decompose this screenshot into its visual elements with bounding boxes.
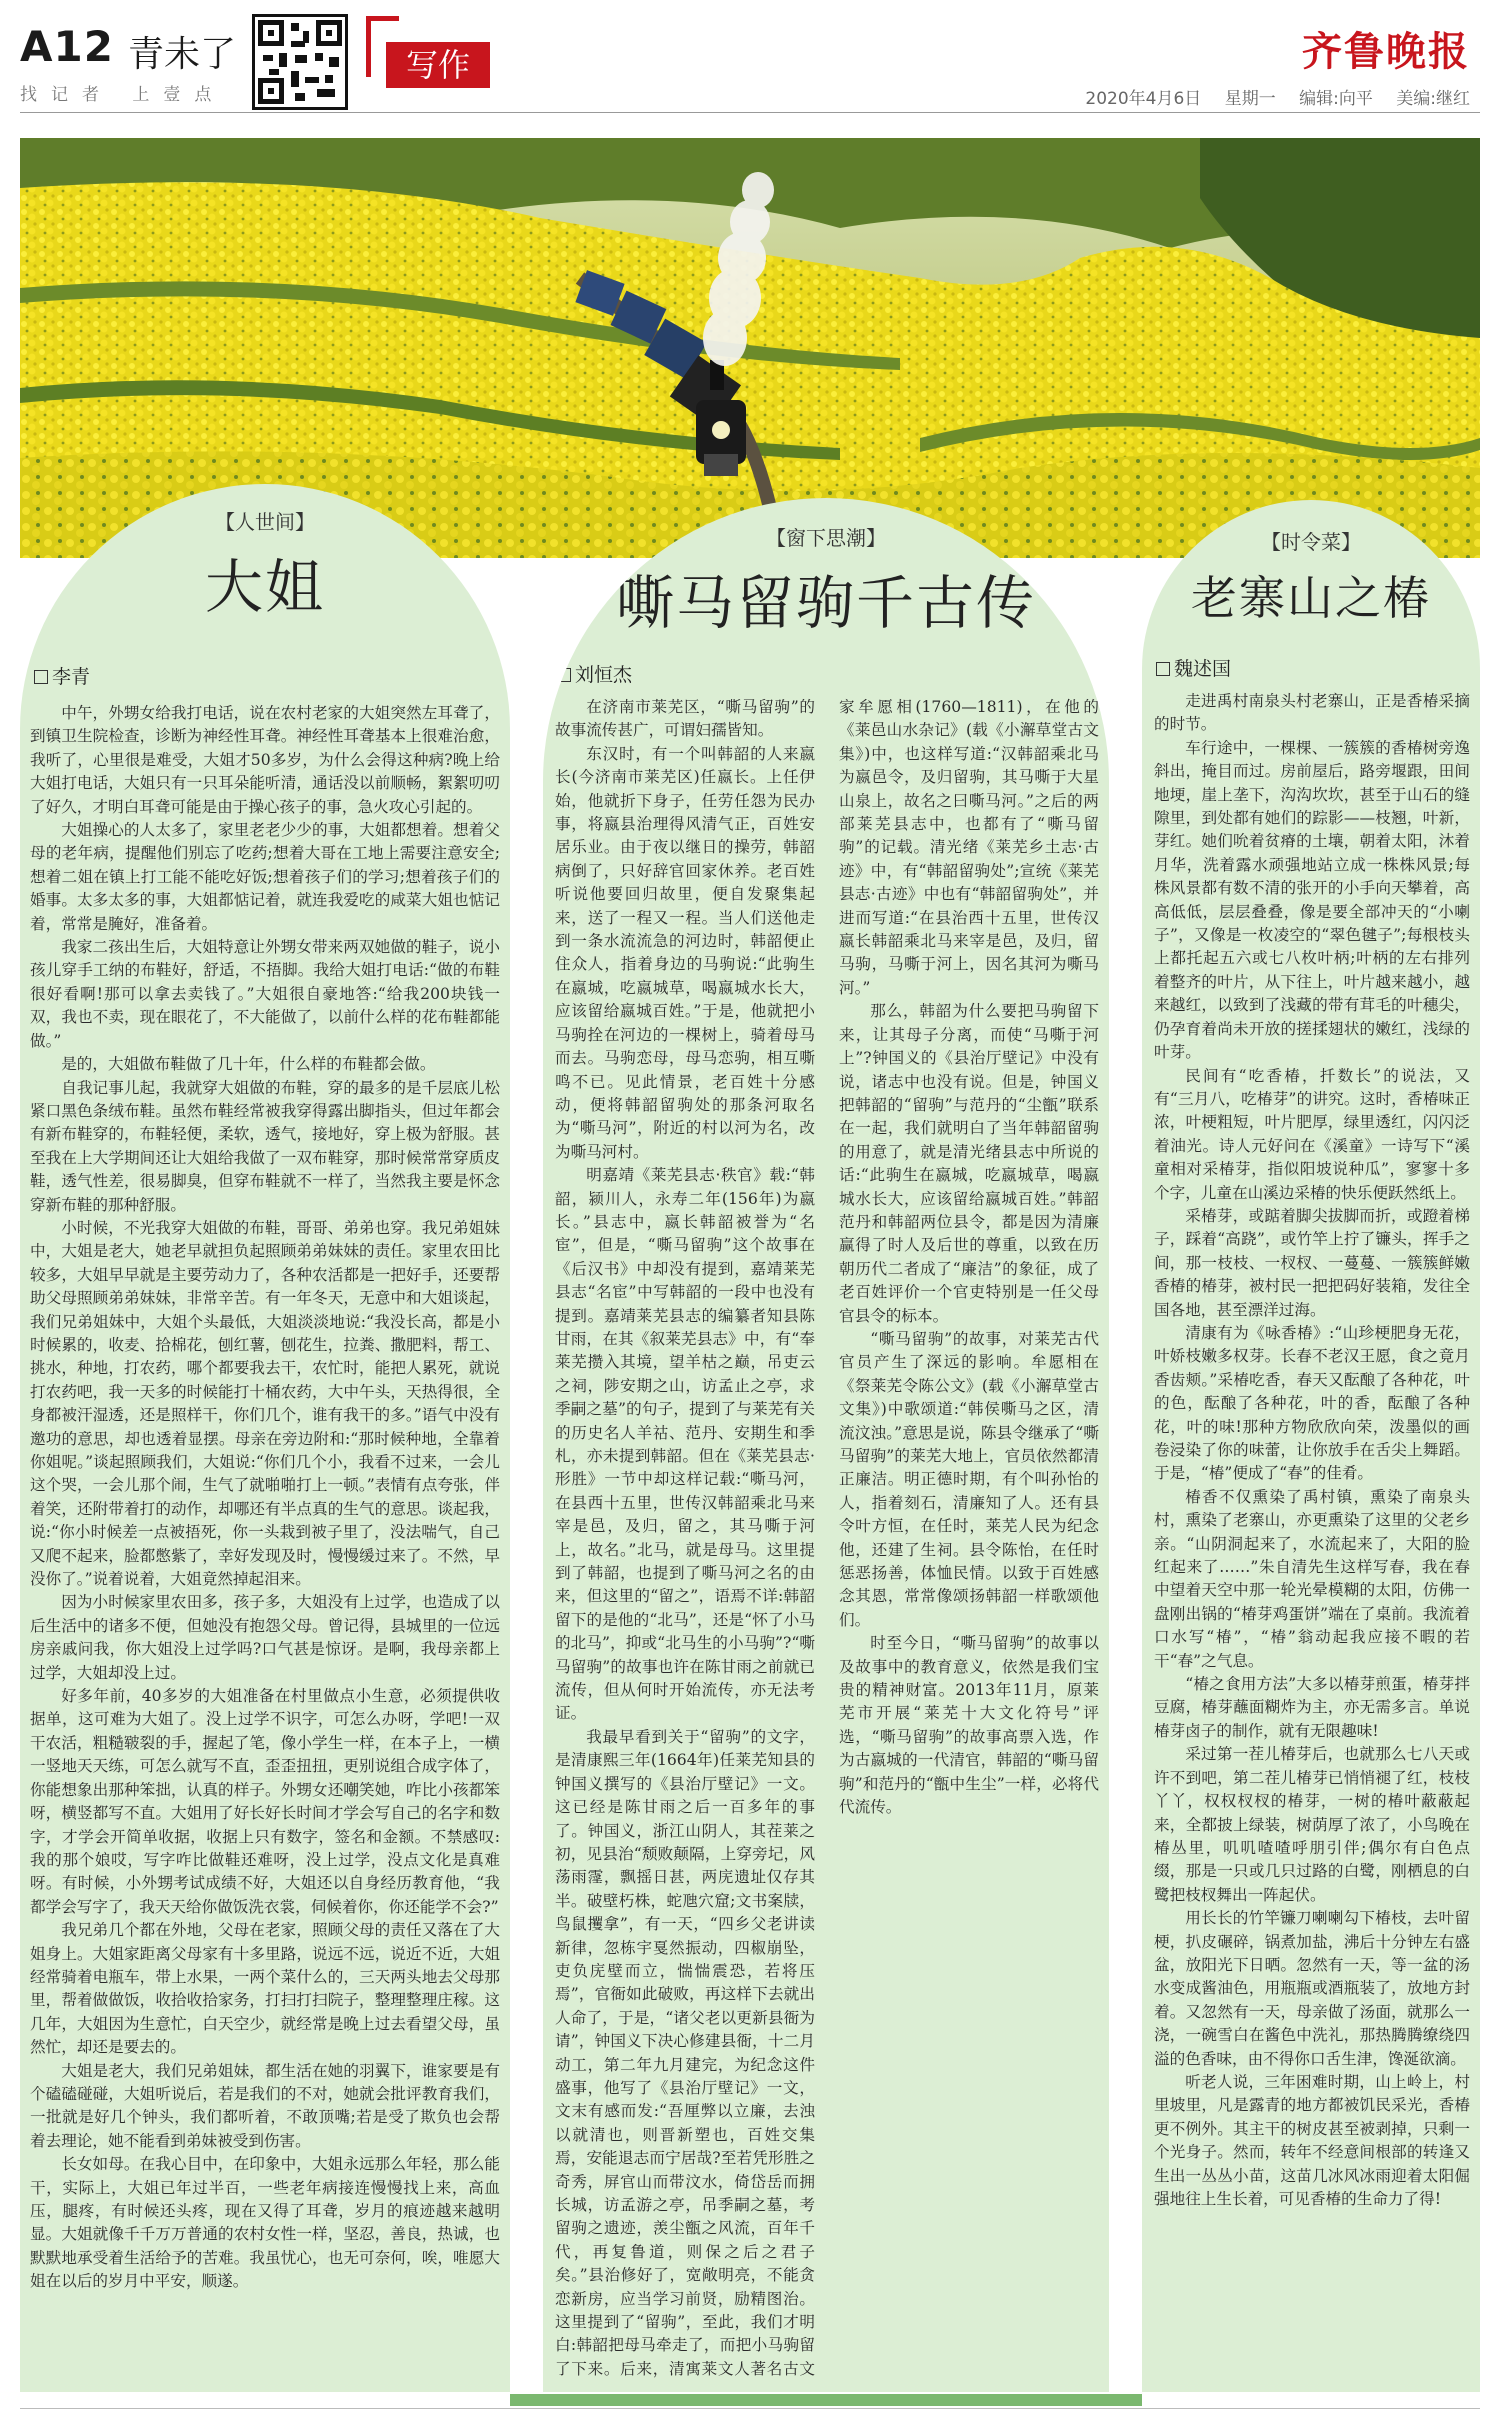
article-author: [34, 662, 90, 689]
author-square-icon: [1156, 662, 1170, 676]
paragraph: 大姐是老大，我们兄弟姐妹，都生活在她的羽翼下，谁家要是有个磕磕碰碰，大姐听说后，若是我们的不对，她就会批评教育我们，一批就是好几个钟头，我们都听着，不敢顶嘴;若是受了欺负也会帮着去理论，她不能看到弟妹被受到伤害。: [30, 2061, 500, 2150]
paragraph: 长女如母。在我心目中，在印象中，大姐永远那么年轻，那么能干，实际上，大姐已年过半百，一些老年病接连慢慢找上来，高血压，腿疼，有时候还头疼，现在又得了耳聋，岁月的痕迹越来越明显。大姐就像千千万万普通的农村女性一样，坚忍，善良，热诚，也默默地承受着生活给予的苦难。我虽忧心，也无可奈何，唉，唯愿大姐在以后的岁月中平安，顺遂。: [30, 2155, 500, 2291]
paragraph: 因为小时候家里农田多，孩子多，大姐没有上过学，也造成了以后生活中的诸多不便，但她没有抱怨父母。曾记得，县城里的一位远房亲戚问我，你大姐没上过学吗?口气甚是惊讶。是啊，我母亲都上过学，大姐却没上过。: [30, 1593, 500, 1682]
article-title: 嘶马留驹千古传: [615, 569, 1036, 637]
designer-credit: 美编:继红: [1396, 89, 1470, 109]
page-header: [0, 0, 1500, 130]
header-divider: [20, 112, 1480, 113]
author-name: 魏述国: [1174, 658, 1232, 680]
column-tag-label: 写作: [386, 42, 490, 88]
qr-code-icon[interactable]: [252, 14, 348, 110]
author-square-icon: [557, 668, 571, 682]
article-body: [30, 702, 500, 2388]
page-number: A12: [20, 22, 114, 71]
article-body: [1154, 690, 1470, 2388]
paragraph: 小时候，不光我穿大姐做的布鞋，哥哥、弟弟也穿。我兄弟姐妹中，大姐是老大，她老早就担负起照顾弟弟妹妹的责任。家里农田比较多，大姐早早就是主要劳动力了，各种农活都是一把好手，还要帮助父母照顾弟弟妹妹，非常辛苦。有一年冬天，无意中和大姐谈起，我们兄弟姐妹中，大姐个头最低，大姐淡淡地说:“我没长高，都是小时候累的，收麦、拾棉花，刨红薯，刨花生，拉粪、撒肥料，帮工、挑水，种地，打农药，哪个都要我去干，农忙时，能把人累死，就说打农药吧，我一天多的时候能打十桶农药，大中午头，天热得很，全身都被汗湿透，还是照样干，你们几个，谁有我干的多。”语气中没有邀功的意思，却也透着显摆。母亲在旁边附和:“那时候种地，全靠着你姐呢。”谈起照顾我们，大姐说:“你们几个小，我看不过来，一会儿这个哭，一会儿那个闹，生气了就啪啪打上一顿。”表情有点夸张，伴着笑，还附带着打的动作，却哪还有半点真的生气的意思。谈起我，说:“你小时候差一点被捂死，你一头栽到被子里了，没法喘气，自己又爬不起来，脸都憋紫了，幸好发现及时，慢慢缓过来了。不然，早没你了。”说着说着，大姐竟然掉起泪来。: [30, 1218, 500, 1589]
footer-bar: [510, 2394, 1142, 2406]
paragraph: 东汉时，有一个叫韩韶的人来嬴长(今济南市莱芜区)任嬴长。上任伊始，他就折下身子，任劳任怨为民办事，将嬴县治理得风清气正，百姓安居乐业。由于夜以继日的操劳，韩韶病倒了，只好辞官回家休养。老百姓听说他要回归故里，便自发聚集起来，送了一程又一程。当人们送他走到一条水流流急的河边时，韩韶便止住众人，指着身边的马驹说:“此驹生在嬴城，吃嬴城草，喝嬴城水长大，应该留给嬴城百姓。”于是，他就把小马驹拴在河边的一棵树上，骑着母马而去。马驹恋母，母马恋驹，相互嘶鸣不已。见此情景，老百姓十分感动，便将韩韶留驹处的那条河取名为“嘶马河”，附近的村以河为名，改为嘶马河村。: [555, 744, 815, 1161]
article-author: [557, 660, 632, 687]
article-title: 大姐: [204, 553, 325, 621]
editor-credit: 编辑:向平: [1299, 89, 1373, 109]
issue-weekday: 星期一: [1224, 89, 1276, 109]
paragraph: 我最早看到关于“留驹”的文字，是清康熙三年(1664年)任莱芜知县的钟国义撰写的《县治厅壁记》一文。这已经是陈甘雨之后一百多年的事了。钟国义，浙江山阴人，其茬莱之初，见县治“颓败颠隔，上穿旁圮，风荡雨霪，飘摇日甚，两庑遗址仅存其半。破壁朽株，蛇虺穴窟;文书案牍，鸟鼠攫拿”，有一天，“四乡父老讲读新律，忽栋宇戛然振动，四椒崩坠，吏负庑壁而立，惴惴震恐，若将压焉”，官衙如此破败，再这样下去就出人命了，于是，“诸父老以更新县衙为请”，钟国义下决心修建县衙，十二月动工，第二年九月建完，为纪念这件盛事，他写了《县治厅壁记》一文，文末有感而发:“吾厘弊以立廉，去浊以就清也，则晋新塑也，百姓交集焉，安能退志而宁居哉?至若凭形胜之奇秀，屏官山而带汶水，倚岱岳而拥长城，访孟游之亭，吊季嗣之墓，考留驹之遗迹，羡尘甑之风流，百年千代，再复鲁道，则保之后之君子矣。”县治修好了，宽敞明亮，不能贪恋新房，应当学习前贤，励精图治。这里提到了“留驹”，至此，我们才明白:韩韶把母马牵走了，而把小马驹留了下来。后来，清寓莱文人著名古文家牟愿相(1760—1811)，在他的《莱邑山水杂记》(载《小澥草堂古文集》)中，也这样写道:“汉韩韶乘北马为嬴邑令，及归留驹，其马嘶于大星山泉上，故名之曰嘶马河。”之后的两部莱芜县志中，也都有了“嘶马留驹”的记载。清光绪《莱芜乡土志·古迹》中，有“韩韶留驹处”;宣统《莱芜县志·古迹》中也有“韩韶留驹处”，并进而写道:“在县治西十五里，世传汉嬴长韩韶乘北马来宰是邑，及归，留马驹，马嘶于河上，因名其河为嘶马河。”: [555, 698, 1099, 2378]
paragraph: 中午，外甥女给我打电话，说在农村老家的大姐突然左耳聋了，到镇卫生院检查，诊断为神经性耳聋。神经性耳聋基本上很难治愈，我听了，心里很是难受，大姐才50多岁，为什么会得这种病?晚上给大姐打电话，大姐只有一只耳朵能听清，通话没以前顺畅，絮絮叨叨了好久，才明白耳聋可能是由于操心孩子的事，急火攻心引起的。: [30, 704, 500, 816]
paragraph: 在济南市莱芜区，“嘶马留驹”的故事流传甚广，可谓妇孺皆知。: [555, 698, 815, 740]
column-tag: [366, 16, 508, 102]
paragraph: 明嘉靖《莱芜县志·秩官》载:“韩韶，颍川人，永寿二年(156年)为嬴长。”县志中，嬴长韩韶被誉为“名宦”，但是，“嘶马留驹”这个故事在《后汉书》中却没有提到，嘉靖莱芜县志“名宦”中写韩韶的一段中也没有提到。嘉靖莱芜县志的编纂者知县陈甘雨，在其《叙莱芜县志》中，有“奉莱芜攒入其境，望羊枯之巅，吊吏云之祠，陟安期之山，访孟止之亭，求季嗣之墓”的句子，提到了与莱芜有关的历史名人羊祜、范丹、安期生和季札，亦未提到韩韶。但在《莱芜县志·形胜》一节中却这样记载:“嘶马河，在县西十五里，世传汉韩韶乘北马来宰是邑，及归，留之，其马嘶于河上，故名。”北马，就是母马。这里提到了韩韶，也提到了嘶马河之名的由来，但这里的“留之”，语焉不详:韩韶留下的是他的“北马”，还是“怀了小马的北马”，抑或“北马生的小马驹”?“嘶马留驹”的故事也许在陈甘雨之前就已流传，但从何时开始流传，亦无法考证。: [555, 1166, 815, 1723]
article-panel-1: [20, 484, 510, 2392]
paragraph: “椿之食用方法”大多以椿芽煎蛋，椿芽拌豆腐，椿芽蘸面糊炸为主，亦无需多言。单说椿芽卤子的制作，就有无限趣味!: [1154, 1675, 1470, 1740]
article-body: [555, 696, 1099, 2388]
paragraph: 椿香不仅熏染了禹村镇，熏染了南泉头村，熏染了老寨山，亦更熏染了这里的父老乡亲。“山阴洞起来了，水流起来了，大阳的脸红起来了……”朱自清先生这样写春，我在春中望着天空中那一轮光晕模糊的太阳，仿佛一盘刚出锅的“椿芽鸡蛋饼”端在了桌前。我流着口水写“椿”，“椿”翁动起我应接不暇的若干“春”之气息。: [1154, 1487, 1470, 1670]
author-square-icon: [34, 670, 48, 684]
paragraph: 我家二孩出生后，大姐特意让外甥女带来两双她做的鞋子，说小孩儿穿手工纳的布鞋好，舒适，不捂脚。我给大姐打电话:“做的布鞋很好看啊!那可以拿去卖钱了。”大姐很自豪地答:“给我200块钱一双，我也不卖，现在眼花了，不大能做了，以前什么样的花布鞋都能做。”: [30, 938, 500, 1050]
tagline: 找记者 上壹点: [20, 85, 226, 105]
author-name: 刘恒杰: [575, 664, 633, 686]
paragraph: “嘶马留驹”的故事，对莱芜古代官员产生了深远的影响。牟愿相在《祭莱芜令陈公文》(载《小澥草堂古文集》)中歌颂道:“韩侯嘶马之区，清流汶浊。”意思是说，陈县令继承了“嘶马留驹”的莱芜大地上，官员依然都清正廉洁。明正德时期，有个叫孙怡的人，指着刻石，清廉知了人。还有县令叶方恒，在任时，莱芜人民为纪念他，还建了生祠。县令陈怡，在任时惩恶扬善，体恤民情。以致于百姓感念其恩，常常像颂扬韩韶一样歌颂他们。: [839, 1329, 1099, 1629]
paragraph: 用长长的竹竿镰刀喇喇勾下椿枝，去叶留梗，扒皮碾碎，锅煮加盐，沸后十分钟左右盛盆，放阳光下日晒。忽然有一天，等一盆的汤水变成酱油色，用瓶瓶或酒瓶装了，放地方封着。又忽然有一天，母亲做了汤面，就那么一浇，一碗雪白在酱色中洗礼，那热腾腾缭绕四溢的色香味，由不得你口舌生津，馋涎欲滴。: [1154, 1909, 1470, 2068]
paragraph: 是的，大姐做布鞋做了几十年，什么样的布鞋都会做。: [61, 1055, 436, 1074]
article-column-label: 【窗下思潮】: [766, 526, 886, 550]
paragraph: 清康有为《咏香椿》:“山珍梗肥身无花，叶娇枝嫩多权芽。长春不老汉王愿，食之竟月香齿颊。”采椿吃香，春天又酝酿了各种花，叶的色，酝酿了各种花，叶的香，酝酿了各种花，叶的味!那种方物欣欣向荣，泼墨似的画卷浸染了你的味蕾，让你放手在舌尖上舞蹈。于是，“椿”便成了“春”的佳肴。: [1154, 1323, 1470, 1483]
section-name: 青未了: [128, 34, 237, 75]
paragraph: 听老人说，三年困难时期，山上岭上，村里坡里，凡是露青的地方都被饥民采光，香椿更不例外。其主干的树皮甚至被剥掉，只剩一个光身子。然而，转年不经意间根部的转逢又生出一丛丛小苗，这苗几冰风冰雨迎着太阳倔强地往上生长着，可见香椿的生命力了得!: [1154, 2072, 1470, 2208]
article-panel-2: [543, 498, 1109, 2392]
newspaper-logo: 齐鲁晚报: [1302, 28, 1470, 75]
paragraph: 我兄弟几个都在外地，父母在老家，照顾父母的责任又落在了大姐身上。大姐家距离父母家有十多里路，说远不远，说近不近，大姐经常骑着电瓶车，带上水果，一两个菜什么的，三天两头地去父母那里，帮着做做饭，收拾收拾家务，打扫打扫院子，整理整理庄稼。这几年，大姐因为生意忙，白天空少，就经常是晚上过去看望父母，虽然忙，却还是要去的。: [30, 1921, 500, 2057]
issue-date: 2020年4月6日: [1085, 89, 1202, 109]
article-title: 老寨山之椿: [1191, 571, 1431, 625]
paragraph: 走进禹村南泉头村老寨山，正是香椿采摘的时节。: [1154, 692, 1470, 734]
paragraph: 采椿芽，或踮着脚尖拔脚而折，或蹬着梯子，踩着“高跷”，或竹竿上拧了镰头，挥手之间，那一枝枝、一杈杈、一蔓蔓、一簇簇鲜嫩香椿的椿芽，被村民一把把码好装箱，发往全国各地，甚至漂洋过海。: [1154, 1206, 1470, 1319]
paragraph: 民间有“吃香椿，扦数长”的说法，又有“三月八，吃椿芽”的讲究。这时，香椿味正浓，叶梗粗短，叶片肥厚，绿里透红，闪闪泛着油光。诗人元好问在《溪童》一诗写下“溪童相对采椿芽，指似阳坡说种瓜”，寥寥十多个字，儿童在山溪边采椿的快乐便跃然纸上。: [1154, 1066, 1470, 1202]
paragraph: 大姐操心的人太多了，家里老老少少的事，大姐都想着。想着父母的老年病，提醒他们别忘了吃药;想着大哥在工地上需要注意安全;想着二姐在镇上打工能不能吃好饭;想着孩子们的学习;想着孩子们的婚事。太多太多的事，大姐都惦记着，就连我爱吃的咸菜大姐也惦记着，常常是腌好，准备着。: [30, 821, 500, 933]
issue-info: [1067, 84, 1470, 109]
paragraph: 车行途中，一棵棵、一簇簇的香椿树旁逸斜出，掩目而过。房前屋后，路旁堰跟，田间地埂，崖上垄下，沟沟坎坎，甚至于山石的缝隙里，到处都有她们的踪影——枝翘，叶新，芽红。她们吮着贫瘠的土壤，朝着太阳，沐着月华，洗着露水顽强地站立成一株株风景;每株风景都有数不清的张开的小手向天攀着，高高低低，层层叠叠，像是要全部冲天的“小喇子”，又像是一枚凌空的“翠色毽子”;每根枝头上都托起五六或七八枚叶柄;叶柄的左右排列着整齐的叶片，从下往上，叶片越来越小，越来越红，以致到了浅藏的带有茸毛的叶穗尖，仍孕育着尚未开放的搓揉翅状的嫩红，浅绿的叶芽。: [1154, 738, 1470, 1062]
article-column-label: 【人世间】: [215, 510, 315, 534]
paragraph: 好多年前，40多岁的大姐准备在村里做点小生意，必须提供收据单，这可难为大姐了。没上过学不识字，可怎么办呀，学吧!一双干农活，粗糙皲裂的手，握起了笔，像小学生一样，在本子上，一横一竖地天天练，可怎么就写不直，歪歪扭扭，更别说组合成字体了，你能想象出那种笨拙，认真的样子。外甥女还嘲笑她，咋比小孩都笨呀，横竖都写不直。大姐用了好长好长时间才学会写自己的名字和数字，才学会开简单收据，收据上只有数字，签名和金额。不禁感叹:我的那个娘哎，写字咋比做鞋还难呀，没上过学，没点文化是真难呀。有时候，小外甥考试成绩不好，大姐还以自身经历教育他，“我都学会写字了，我天天给你做饭洗衣裳，伺候着你，你还能学不会?”: [30, 1687, 500, 1916]
article-panel-3: [1142, 500, 1480, 2392]
author-name: 李青: [52, 666, 91, 688]
paragraph: 那么，韩韶为什么要把马驹留下来，让其母子分离，而使“马嘶于河上”?钟国义的《县治厅壁记》中没有说，诸志中也没有说。但是，钟国义把韩韶的“留驹”与范丹的“尘甑”联系在一起，我们就明白了当年韩韶留驹的用意了，就是清光绪县志中所说的话:“此驹生在嬴城，吃嬴城草，喝嬴城水长大，应该留给嬴城百姓。”韩韶范丹和韩韶两位县令，都是因为清廉赢得了时人及后世的尊重，以致在历朝历代二者成了“廉洁”的象征，成了老百姓评价一个官吏特别是一任父母官县令的标本。: [839, 1002, 1099, 1325]
paragraph: 采过第一茬儿椿芽后，也就那么七八天或许不到吧，第二茬儿椿芽已悄悄褪了红，枝枝丫丫，权权杈杈的椿芽，一树的椿叶蔽蔽起来，全都披上绿装，树荫厚了浓了，小鸟晚在椿丛里，叽叽喳喳呼朋引伴;偶尔有白色点缀，那是一只或几只过路的白鹭，刚栖息的白鹭把枝杈舞出一阵起伏。: [1154, 1745, 1470, 1904]
footer-rule: [20, 2408, 1480, 2409]
article-author: [1156, 654, 1231, 681]
article-column-label: 【时令菜】: [1261, 530, 1361, 554]
paragraph: 自我记事儿起，我就穿大姐做的布鞋，穿的最多的是千层底儿松紧口黑色条绒布鞋。虽然布鞋经常被我穿得露出脚指头，但过年都会有新布鞋穿的，布鞋轻便，柔软，透气，接地好，穿上极为舒服。甚至我在上大学期间还让大姐给我做了一双布鞋穿，那时候常常穿质皮鞋，透气性差，很易脚臭，但穿布鞋就不一样了，当然我主要是怀念穿新布鞋的那种舒服。: [30, 1078, 500, 1214]
paragraph: 时至今日，“嘶马留驹”的故事以及故事中的教育意义，依然是我们宝贵的精神财富。2013年11月，原莱芜市开展“莱芜十大文化符号”评选，“嘶马留驹”的故事高票入选，作为古嬴城的一代清官，韩韶的“嘶马留驹”和范丹的“甑中生尘”一样，必将代代流传。: [839, 1634, 1099, 1817]
